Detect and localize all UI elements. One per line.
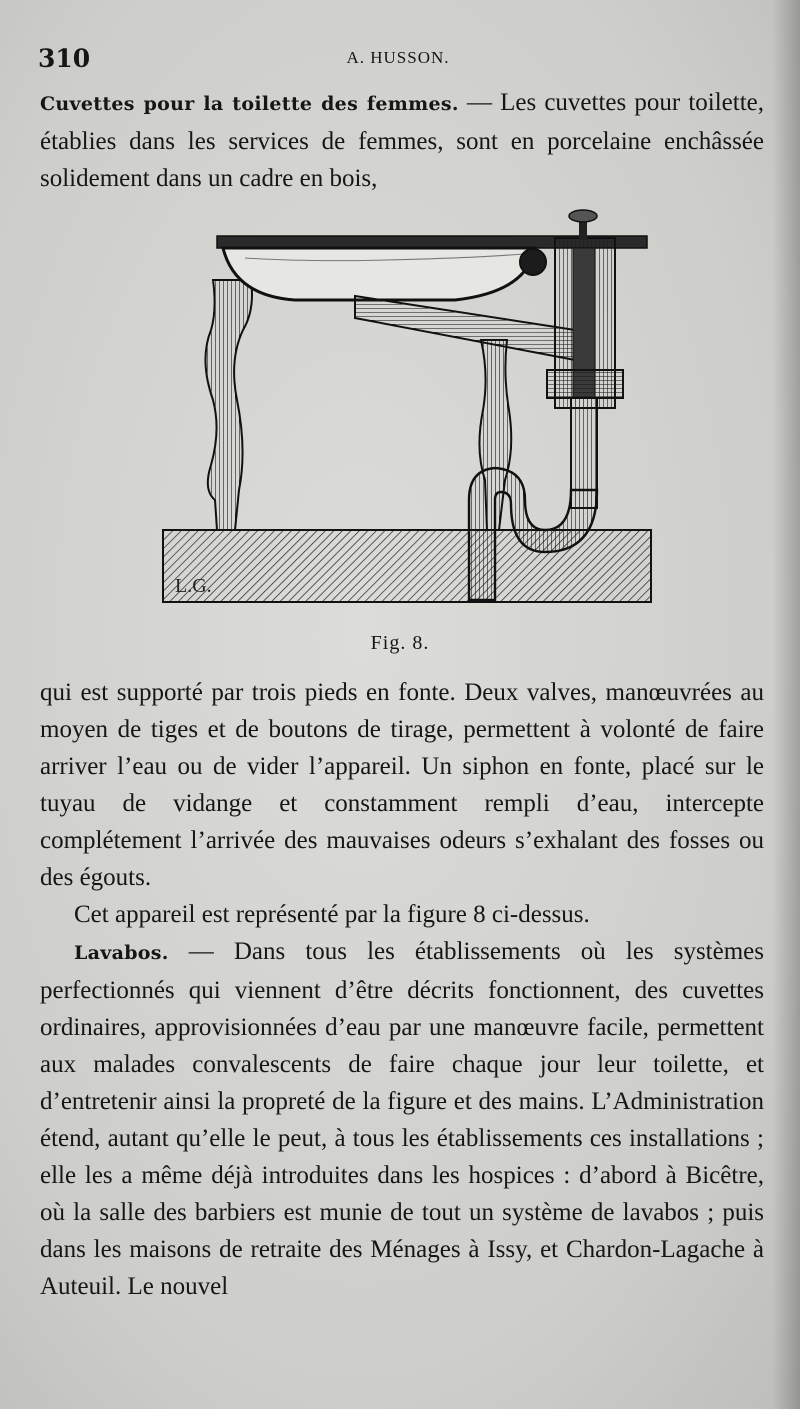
page-header bbox=[38, 40, 758, 80]
drain-pipe bbox=[355, 296, 575, 360]
figure-caption: Fig. 8. bbox=[370, 632, 430, 654]
washbasin-engraving bbox=[155, 200, 655, 610]
overflow-hole bbox=[520, 249, 546, 275]
lavabos-paragraph bbox=[40, 933, 764, 1305]
body-paragraph-1: qui est supporté par trois pieds en fonte. Deux valves, manœuvrées au moyen de tiges et de boutons de tirage, permettent à volonté de faire arriver l’eau ou de vider l’appareil. Un siphon en fonte, placé sur le tuyau de vidange et constamment rempli d’eau, intercepte complétement l’arrivée des mauvaises odeurs s’exhalant des fosses ou des égouts. bbox=[40, 679, 764, 891]
section-heading-lavabos: Lavabos. bbox=[74, 942, 169, 964]
engraver-mark: L.G. bbox=[175, 575, 212, 597]
pull-knob bbox=[569, 210, 597, 222]
section-heading-cuvettes: Cuvettes pour la toilette des femmes. bbox=[40, 93, 459, 115]
porcelain-basin bbox=[223, 248, 535, 300]
valve-collar bbox=[547, 370, 623, 398]
intro-paragraph-text: — Les cuvettes pour toilette, établies dans les services de femmes, sont en porcelaine enchâssée solidement dans un cadre en bois, bbox=[40, 89, 764, 192]
cast-iron-leg-left bbox=[205, 280, 252, 530]
running-head: A. HUSSON. bbox=[346, 48, 450, 67]
body-paragraph-2: Cet appareil est représenté par la figure 8 ci-dessus. bbox=[74, 901, 590, 928]
page-edge-shadow bbox=[772, 0, 800, 1409]
body-text-block bbox=[40, 674, 764, 1305]
intro-paragraph bbox=[40, 84, 764, 197]
lavabos-paragraph-text: — Dans tous les établissements où les systèmes perfectionnés qui viennent d’être décrits fonctionnent, des cuvettes ordinaires, approvisionnées d’eau par une manœuvre facile, permettent aux malades convalescents de faire chaque jour leur toilette, et d’entretenir ainsi la propreté de la figure et des mains. L’Administration étend, autant qu’elle le peut, à tous les établissements ces installations ; elle les a même déjà introduites dans les hospices : d’abord à Bicêtre, où la salle des barbiers est munie de tout un système de lavabos ; puis dans les maisons de retraite des Ménages à Issy, et Chardon-Lagache à Auteuil. Le nouvel bbox=[40, 938, 764, 1300]
intro-text-block bbox=[40, 84, 764, 197]
page-number: 310 bbox=[38, 44, 91, 73]
